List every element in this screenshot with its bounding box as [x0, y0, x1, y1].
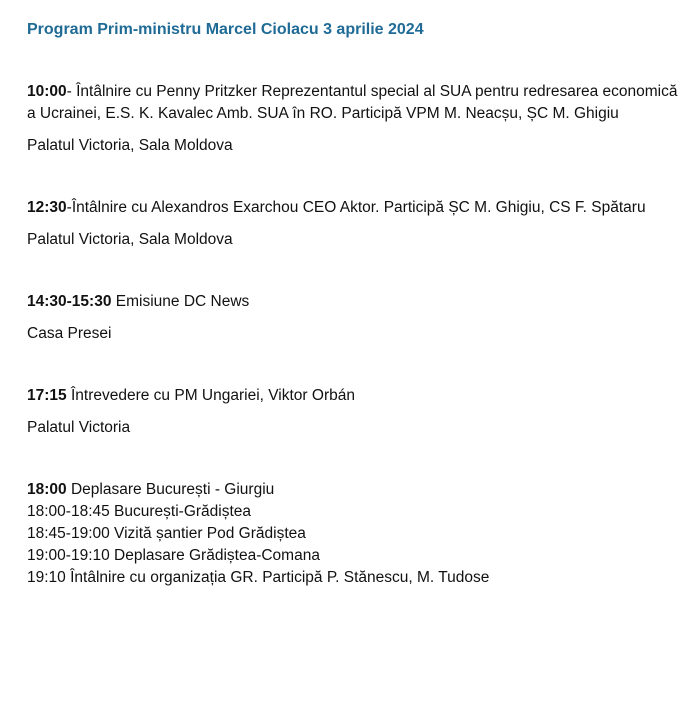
- event-description: [27, 479, 687, 501]
- page-title: Program Prim-ministru Marcel Ciolacu 3 aprilie 2024: [27, 21, 424, 38]
- event-text: Emisiune DC News: [111, 293, 250, 310]
- sub-item: 18:45-19:00 Vizită șantier Pod Grădiștea: [27, 525, 306, 542]
- sub-item: 18:00-18:45 București-Grădiștea: [27, 503, 252, 520]
- event-1000: [27, 81, 687, 157]
- event-location: Palatul Victoria: [27, 419, 131, 436]
- event-time: 10:00: [27, 83, 67, 100]
- event-text: - Întâlnire cu Penny Pritzker Reprezentantul special al SUA pentru redresarea economică a Ucrainei, E.S. K. Kavalec Amb. SUA în RO. Participă VPM M. Neacșu, ȘC M. Ghigiu: [27, 83, 678, 122]
- schedule-document: [27, 18, 687, 589]
- event-time: 17:15: [27, 387, 67, 404]
- event-1230: [27, 197, 687, 251]
- event-description: [27, 291, 687, 313]
- event-text: Deplasare București - Giurgiu: [66, 481, 275, 498]
- event-description: [27, 81, 687, 125]
- event-time: 18:00: [27, 481, 67, 498]
- event-location: Palatul Victoria, Sala Moldova: [27, 137, 233, 154]
- event-1430: [27, 291, 687, 345]
- event-text: Întrevedere cu PM Ungariei, Viktor Orbán: [66, 387, 355, 404]
- event-time: 12:30: [27, 199, 67, 216]
- event-description: [27, 385, 687, 407]
- event-1800: [27, 479, 687, 589]
- event-time: 14:30-15:30: [27, 293, 112, 310]
- event-location: Casa Presei: [27, 325, 112, 342]
- event-1715: [27, 385, 687, 439]
- event-text: -Întâlnire cu Alexandros Exarchou CEO Aktor. Participă ȘC M. Ghigiu, CS F. Spătaru: [66, 199, 646, 216]
- event-description: [27, 197, 687, 219]
- event-location: Palatul Victoria, Sala Moldova: [27, 231, 233, 248]
- sub-item: 19:10 Întâlnire cu organizația GR. Participă P. Stănescu, M. Tudose: [27, 569, 490, 586]
- sub-item: 19:00-19:10 Deplasare Grădiștea-Comana: [27, 547, 320, 564]
